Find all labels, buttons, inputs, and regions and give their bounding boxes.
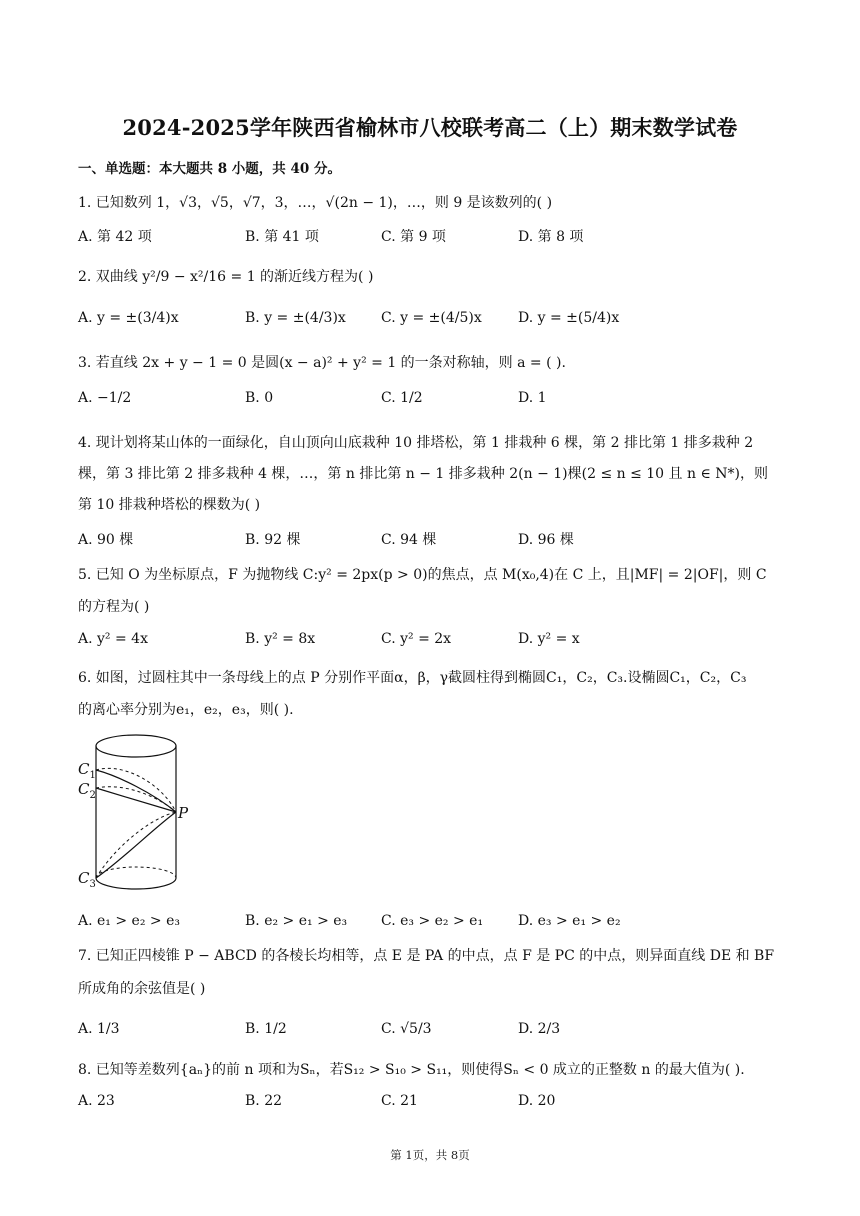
question-4-option-b: B. 92 棵 [245, 532, 301, 548]
page-footer: 第 1页，共 8页 [390, 1148, 470, 1162]
question-4-line-1: 4. 现计划将某山体的一面绿化，自山顶向山底栽种 10 排塔松，第 1 排栽种 6 棵，第 2 排比第 1 排多栽种 2 [78, 435, 754, 451]
question-8-option-d: D. 20 [518, 1093, 556, 1109]
question-6-line-2: 的离心率分别为e₁，e₂，e₃，则( ). [78, 702, 294, 718]
question-4-line-3: 第 10 排栽种塔松的棵数为( ) [78, 497, 261, 513]
cylinder-diagram [74, 732, 198, 894]
question-1-stem: 1. 已知数列 1，√3，√5，√7，3，…，√(2n − 1)，…，则 9 是该数列的( ) [78, 195, 553, 211]
question-8-option-c: C. 21 [381, 1093, 418, 1109]
question-1-option-c: C. 第 9 项 [381, 229, 446, 245]
question-5-option-d: D. y² = x [518, 631, 580, 647]
page-title: 2024-2025学年陕西省榆林市八校联考高二（上）期末数学试卷 [122, 115, 738, 140]
question-3-option-b: B. 0 [245, 390, 274, 406]
question-2-option-a: A. y = ±(3/4)x [78, 310, 179, 326]
question-7-option-c: C. √5/3 [381, 1021, 432, 1037]
question-7-option-d: D. 2/3 [518, 1021, 561, 1037]
question-8-option-a: A. 23 [78, 1093, 115, 1109]
ellipse-c1-back [96, 768, 176, 812]
label-p: P [178, 804, 189, 822]
cylinder-figure [74, 732, 198, 898]
question-2-option-c: C. y = ±(4/5)x [381, 310, 482, 326]
question-6-line-1: 6. 如图，过圆柱其中一条母线上的点 P 分别作平面α，β，γ截圆柱得到椭圆C₁，C₂，C₃.设椭圆C₁，C₂，C₃ [78, 670, 747, 686]
ellipse-c3-front [96, 812, 176, 878]
question-4-line-2: 棵，第 3 排比第 2 排多栽种 4 棵，…，第 n 排比第 n − 1 排多栽种 2(n − 1)棵(2 ≤ n ≤ 10 且 n ∈ N*)，则 [78, 466, 768, 482]
question-3-option-c: C. 1/2 [381, 390, 423, 406]
question-5-line-1: 5. 已知 O 为坐标原点，F 为抛物线 C:y² = 2px(p > 0)的焦点，点 M(x₀,4)在 C 上，且|MF| = 2|OF|，则 C [78, 567, 767, 583]
question-4-option-a: A. 90 棵 [78, 532, 134, 548]
question-4-option-d: D. 96 棵 [518, 532, 574, 548]
question-6-option-b: B. e₂ > e₁ > e₃ [245, 913, 348, 929]
question-2-option-b: B. y = ±(4/3)x [245, 310, 346, 326]
question-8-option-b: B. 22 [245, 1093, 283, 1109]
label-c3: $C_3$ [78, 869, 96, 890]
question-1-option-d: D. 第 8 项 [518, 229, 584, 245]
question-7-option-b: B. 1/2 [245, 1021, 287, 1037]
question-7-option-a: A. 1/3 [78, 1021, 120, 1037]
question-3-option-a: A. −1/2 [78, 390, 132, 406]
question-5-line-2: 的方程为( ) [78, 599, 150, 615]
cylinder-bottom-front [96, 878, 176, 889]
question-6-option-a: A. e₁ > e₂ > e₃ [78, 913, 180, 929]
ellipse-c1-front [96, 770, 176, 812]
question-7-line-1: 7. 已知正四棱锥 P − ABCD 的各棱长均相等，点 E 是 PA 的中点，点 F 是 PC 的中点，则异面直线 DE 和 BF [78, 948, 775, 964]
question-7-line-2: 所成角的余弦值是( ) [78, 981, 206, 997]
question-5-option-b: B. y² = 8x [245, 631, 316, 647]
question-8-stem: 8. 已知等差数列{aₙ}的前 n 项和为Sₙ，若S₁₂ > S₁₀ > S₁₁，则使得Sₙ < 0 成立的正整数 n 的最大值为( ). [78, 1062, 745, 1078]
cylinder-top-ellipse [96, 735, 176, 757]
label-c1: $C_1$ [78, 760, 96, 781]
question-5-option-a: A. y² = 4x [78, 631, 148, 647]
question-1-option-a: A. 第 42 项 [78, 229, 152, 245]
section-heading: 一、单选题：本大题共 8 小题，共 40 分。 [78, 161, 341, 177]
question-2-option-d: D. y = ±(5/4)x [518, 310, 620, 326]
question-6-option-c: C. e₃ > e₂ > e₁ [381, 913, 484, 929]
question-3-option-d: D. 1 [518, 390, 547, 406]
question-4-option-c: C. 94 棵 [381, 532, 437, 548]
label-c2: $C_2$ [78, 780, 96, 801]
question-3-stem: 3. 若直线 2x + y − 1 = 0 是圆(x − a)² + y² = 1 的一条对称轴，则 a = ( ). [78, 355, 566, 371]
question-6-option-d: D. e₃ > e₁ > e₂ [518, 913, 621, 929]
question-1-option-b: B. 第 41 项 [245, 229, 319, 245]
ellipse-c2-front [96, 788, 176, 812]
question-5-option-c: C. y² = 2x [381, 631, 452, 647]
question-2-stem: 2. 双曲线 y²/9 − x²/16 = 1 的渐近线方程为( ) [78, 269, 374, 285]
